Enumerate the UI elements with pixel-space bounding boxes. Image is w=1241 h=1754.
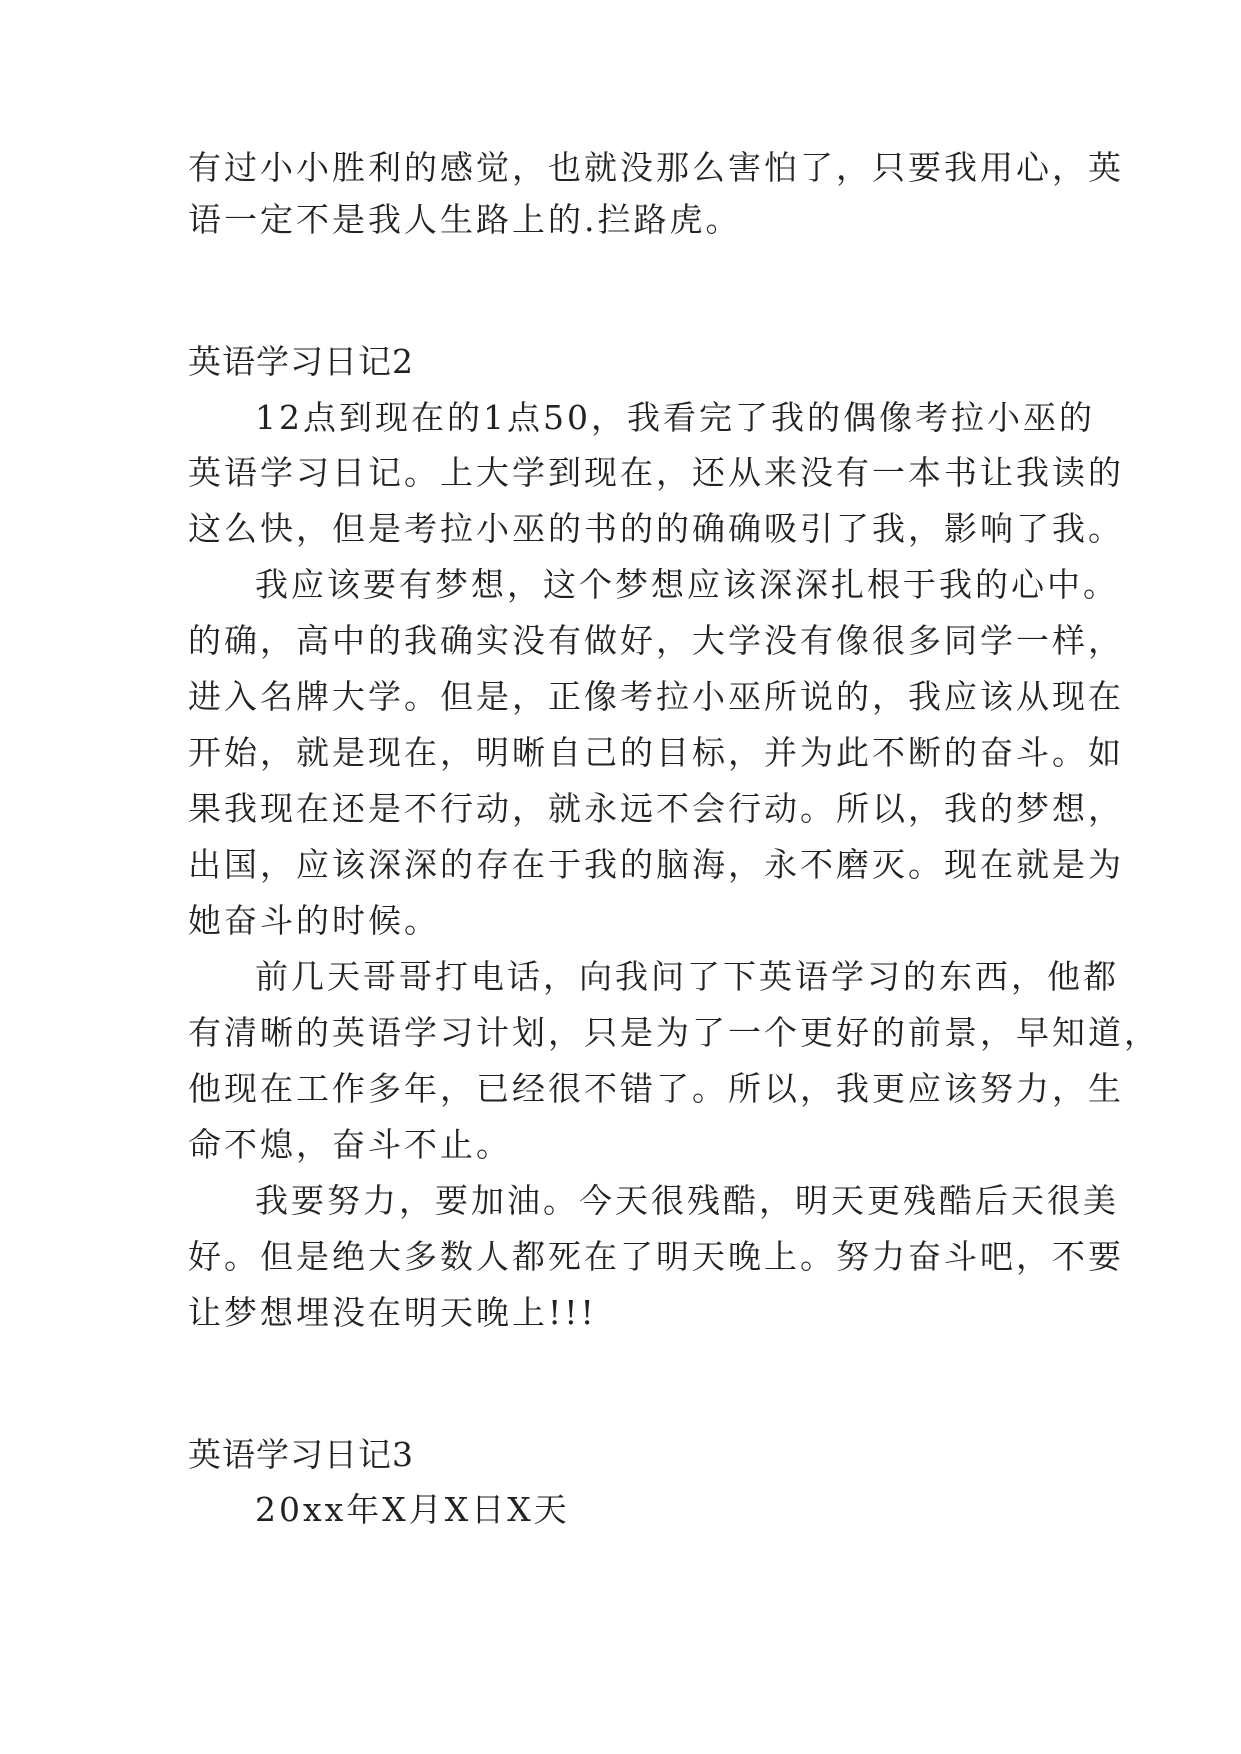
- section-heading: 英语学习日记3: [188, 1435, 414, 1474]
- text-line: 进入名牌大学。但是，正像考拉小巫所说的，我应该从现在: [188, 677, 1124, 716]
- text-line: 12点到现在的1点50，我看完了我的偶像考拉小巫的: [255, 398, 1095, 437]
- text-line: 前几天哥哥打电话，向我问了下英语学习的东西，他都: [255, 957, 1119, 996]
- text-line: 我要努力，要加油。今天很残酷，明天更残酷后天很美: [255, 1181, 1119, 1220]
- text-line: 有过小小胜利的感觉，也就没那么害怕了，只要我用心，英: [188, 148, 1124, 187]
- text-line: 语一定不是我人生路上的.拦路虎。: [188, 200, 742, 239]
- text-line: 的确，高中的我确实没有做好，大学没有像很多同学一样，: [188, 621, 1124, 660]
- text-line: 20xx年X月X日X天: [255, 1490, 570, 1529]
- text-line: 他现在工作多年，已经很不错了。所以，我更应该努力，生: [188, 1069, 1124, 1108]
- text-line: 英语学习日记。上大学到现在，还从来没有一本书让我读的: [188, 453, 1124, 492]
- text-line: 好。但是绝大多数人都死在了明天晚上。努力奋斗吧，不要: [188, 1237, 1124, 1276]
- text-line: 开始，就是现在，明晰自己的目标，并为此不断的奋斗。如: [188, 733, 1124, 772]
- text-line: 果我现在还是不行动，就永远不会行动。所以，我的梦想，: [188, 789, 1124, 828]
- text-line: 命不熄，奋斗不止。: [188, 1125, 512, 1164]
- text-line: 让梦想埋没在明天晚上!!!: [188, 1293, 597, 1332]
- text-line: 我应该要有梦想，这个梦想应该深深扎根于我的心中。: [255, 565, 1119, 604]
- text-line: 出国，应该深深的存在于我的脑海，永不磨灭。现在就是为: [188, 845, 1124, 884]
- text-line: 这么快，但是考拉小巫的书的的确确吸引了我，影响了我。: [188, 509, 1124, 548]
- text-line: 她奋斗的时候。: [188, 901, 440, 940]
- text-line: 有清晰的英语学习计划，只是为了一个更好的前景，早知道，: [188, 1013, 1160, 1052]
- section-heading: 英语学习日记2: [188, 342, 414, 381]
